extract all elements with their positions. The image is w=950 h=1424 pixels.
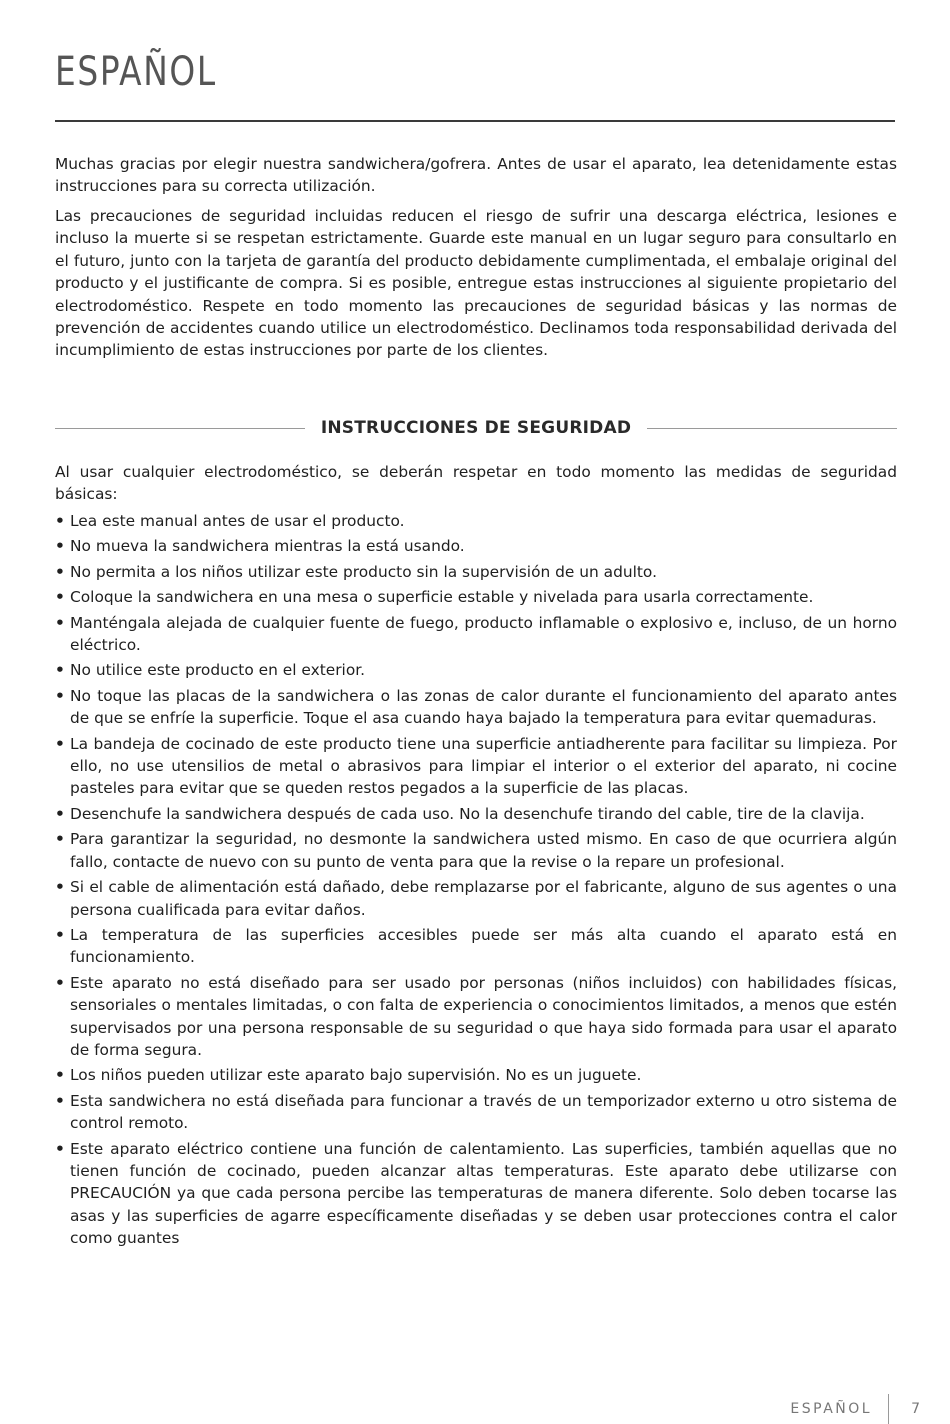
bullet-icon: • bbox=[55, 804, 65, 823]
list-item-text: Si el cable de alimentación está dañado, debe remplazarse por el fabricante, alguno de sus agentes o una persona cualificada para evitar daños. bbox=[70, 878, 897, 919]
footer-section-label: ESPAÑOL bbox=[790, 1401, 873, 1417]
bullet-icon: • bbox=[55, 1066, 65, 1085]
title-divider bbox=[55, 120, 895, 122]
list-item-text: No toque las placas de la sandwichera o las zonas de calor durante el funcionamiento del aparato antes de que se enfríe la superficie. Toque el asa cuando haya bajado la temperatura para evitar quemaduras. bbox=[70, 686, 897, 728]
list-item-text: No permita a los niños utilizar este producto sin la supervisión de un adulto. bbox=[70, 562, 657, 581]
bullet-icon: • bbox=[55, 734, 65, 753]
list-item bbox=[55, 1138, 897, 1250]
safety-list bbox=[55, 510, 897, 1253]
list-item bbox=[55, 659, 897, 681]
list-item bbox=[55, 612, 897, 657]
bullet-icon: • bbox=[55, 537, 65, 556]
list-item-text: Esta sandwichera no está diseñada para funcionar a través de un temporizador externo u otro sistema de control remoto. bbox=[70, 1091, 897, 1133]
page-footer bbox=[790, 1392, 920, 1424]
bullet-icon: • bbox=[55, 1091, 65, 1110]
intro-paragraph-1 bbox=[55, 153, 897, 206]
list-item-text: Para garantizar la seguridad, no desmonte la sandwichera usted mismo. En caso de que ocurriera algún fallo, contacte de nuevo con su punto de venta para que la revise o la repare un profesional. bbox=[70, 830, 897, 871]
intro-text: Muchas gracias por elegir nuestra sandwichera/gofrera. Antes de usar el aparato, lea detenidamente estas instrucciones para su correcta utilización. bbox=[55, 155, 897, 196]
list-item bbox=[55, 510, 897, 532]
list-item bbox=[55, 803, 897, 825]
safety-lead-text: Al usar cualquier electrodoméstico, se deberán respetar en todo momento las medidas de seguridad básicas: bbox=[55, 463, 897, 504]
page-title: ESPAÑOL bbox=[55, 49, 217, 95]
list-item-text: La bandeja de cocinado de este producto tiene una superficie antiadherente para facilitar su limpieza. Por ello, no use utensilios de metal o abrasivos para limpiar el interior o el exterior del aparato, ni cocine pasteles para evitar que se queden restos pegados a la superficie de las placas. bbox=[70, 734, 897, 798]
bullet-icon: • bbox=[55, 613, 65, 632]
safety-lead bbox=[55, 461, 897, 514]
list-item bbox=[55, 733, 897, 800]
list-item bbox=[55, 1090, 897, 1135]
list-item bbox=[55, 535, 897, 557]
list-item-text: Este aparato no está diseñado para ser usado por personas (niños incluidos) con habilidades físicas, sensoriales o mentales limitadas, o con falta de experiencia o conocimientos limitados, a menos que estén supervisados por una persona responsable de su seguridad o que haya sido formada para usar el aparato de forma segura. bbox=[70, 973, 897, 1059]
list-item-text: La temperatura de las superficies accesibles puede ser más alta cuando el aparato está en funcionamiento. bbox=[70, 925, 897, 967]
bullet-icon: • bbox=[55, 973, 65, 992]
list-item bbox=[55, 924, 897, 969]
list-item bbox=[55, 586, 897, 608]
bullet-icon: • bbox=[55, 830, 65, 849]
list-item bbox=[55, 561, 897, 583]
bullet-icon: • bbox=[55, 512, 65, 530]
list-item-text: No mueva la sandwichera mientras la está usando. bbox=[70, 537, 465, 556]
bullet-icon: • bbox=[55, 562, 65, 581]
bullet-icon: • bbox=[55, 661, 65, 680]
list-item-text: Este aparato eléctrico contiene una función de calentamiento. Las superficies, también aquellas que no tienen función de cocinado, pueden alcanzar altas temperaturas. Este aparato debe utilizarse con PRECAUCIÓN ya que cada persona percibe las temperaturas de manera diferente. Solo deben tocarse las asas y las superficies de agarre específicamente diseñadas y se deben usar protecciones contra el calor como guantes bbox=[70, 1139, 897, 1248]
heading-rule-right bbox=[647, 428, 897, 429]
list-item-text: Coloque la sandwichera en una mesa o superficie estable y nivelada para usarla correctamente. bbox=[70, 588, 814, 607]
intro-paragraph-2 bbox=[55, 205, 897, 370]
list-item-text: Lea este manual antes de usar el producto. bbox=[70, 512, 405, 530]
footer-divider bbox=[888, 1394, 889, 1424]
list-item-text: No utilice este producto en el exterior. bbox=[70, 661, 366, 680]
bullet-icon: • bbox=[55, 588, 65, 607]
list-item-text: Los niños pueden utilizar este aparato bajo supervisión. No es un juguete. bbox=[70, 1066, 642, 1085]
list-item-text: Desenchufe la sandwichera después de cada uso. No la desenchufe tirando del cable, tire de la clavija. bbox=[70, 804, 865, 823]
bullet-icon: • bbox=[55, 686, 65, 705]
intro-text: Las precauciones de seguridad incluidas reducen el riesgo de sufrir una descarga eléctrica, lesiones e incluso la muerte si se respetan estrictamente. Guarde este manual en un lugar seguro para consultarlo en el futuro, junto con la tarjeta de garantía del producto debidamente cumplimentada, el embalaje original del producto y el justificante de compra. Si es posible, entregue estas instrucciones al siguiente propietario del electrodoméstico. Respete en todo momento las precauciones de seguridad básicas y las normas de prevención de accidentes cuando utilice un electrodoméstico. Declinamos toda responsabilidad derivada del incumplimiento de estas instrucciones por parte de los clientes. bbox=[55, 207, 897, 360]
bullet-icon: • bbox=[55, 925, 65, 944]
list-item bbox=[55, 972, 897, 1062]
list-item bbox=[55, 876, 897, 921]
list-item-text: Manténgala alejada de cualquier fuente de fuego, producto inflamable o explosivo e, incluso, de un horno eléctrico. bbox=[70, 613, 897, 655]
heading-rule-left bbox=[55, 428, 305, 429]
page-number: 7 bbox=[911, 1401, 920, 1417]
safety-section-heading bbox=[55, 416, 897, 440]
bullet-icon: • bbox=[55, 878, 65, 897]
list-item bbox=[55, 685, 897, 730]
bullet-icon: • bbox=[55, 1139, 65, 1158]
list-item bbox=[55, 1064, 897, 1086]
list-item bbox=[55, 828, 897, 873]
safety-heading-label: INSTRUCCIONES DE SEGURIDAD bbox=[320, 418, 632, 438]
